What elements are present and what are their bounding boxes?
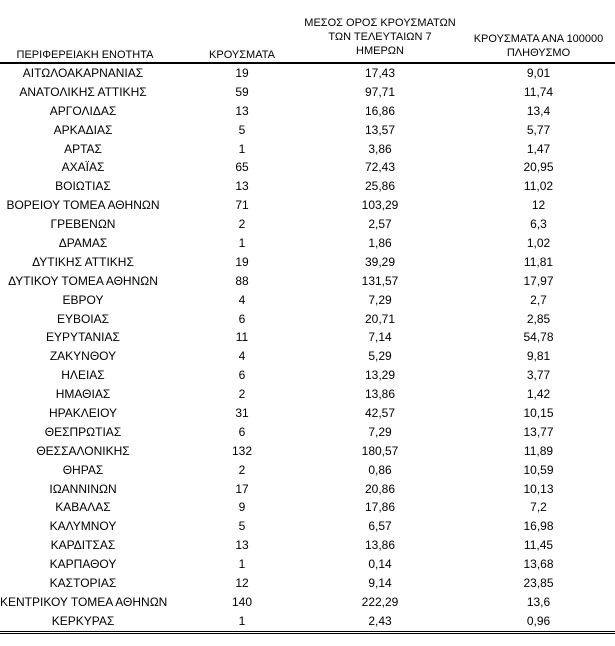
header-avg-line-1: ΜΕΣΟΣ ΟΡΟΣ ΚΡΟΥΣΜΑΤΩΝ [304,17,456,29]
seven-day-average-cell: 103,29 [361,198,399,213]
cases-cell: 12 [235,576,249,591]
cases-per-100k-cell: 9,81 [526,349,551,364]
header-cases-per-100k [462,32,615,60]
cases-cell: 17 [235,481,249,496]
cases-per-100k-cell: 10,15 [523,406,554,421]
table-row [0,83,615,102]
cases-per-100k-cell: 11,89 [523,443,554,458]
table-row [0,347,615,366]
cases-cell: 71 [235,198,249,213]
seven-day-average-cell: 72,43 [364,160,396,175]
region-cell: ΒΟΡΕΙΟΥ ΤΟΜΕΑ ΑΘΗΝΩΝ [6,198,160,213]
seven-day-average-cell: 6,57 [368,519,392,534]
seven-day-average-cell: 20,71 [364,311,396,326]
region-cell: ΕΥΒΟΙΑΣ [56,311,110,326]
region-cell: ΑΡΓΟΛΙΔΑΣ [49,103,117,118]
table-row [0,121,615,140]
table-body [0,62,615,634]
table-row [0,291,615,310]
cases-cell: 31 [235,406,249,421]
cases-per-100k-cell: 16,98 [523,519,554,534]
region-cell: ΘΕΣΣΑΛΟΝΙΚΗΣ [36,443,130,458]
region-cell: ΑΡΤΑΣ [64,141,102,156]
region-cell: ΗΛΕΙΑΣ [61,368,105,383]
cases-cell: 2 [238,217,246,232]
region-cell: ΚΕΡΚΥΡΑΣ [51,613,115,628]
header-per-line-1: ΚΡΟΥΣΜΑΤΑ ΑΝΑ 100000 [473,33,604,45]
region-cell: ΙΩΑΝΝΙΝΩΝ [49,481,117,496]
region-cell: ΚΑΡΔΙΤΣΑΣ [50,538,116,553]
seven-day-average-cell: 13,29 [364,368,396,383]
cases-cell: 19 [235,254,249,269]
region-cell: ΑΝΑΤΟΛΙΚΗΣ ΑΤΤΙΚΗΣ [19,84,147,99]
table-row [0,158,615,177]
table-row [0,404,615,423]
region-cell: ΔΥΤΙΚΗΣ ΑΤΤΙΚΗΣ [32,254,134,269]
region-cell: ΘΕΣΠΡΩΤΙΑΣ [44,424,122,439]
seven-day-average-cell: 3,86 [368,141,392,156]
region-cell: ΗΜΑΘΙΑΣ [55,387,111,402]
seven-day-average-cell: 2,57 [368,217,392,232]
cases-per-100k-cell: 5,77 [526,122,551,137]
table-row [0,612,615,634]
cases-per-100k-cell: 23,85 [523,576,554,591]
cases-cell: 4 [238,349,246,364]
cases-per-100k-cell: 13,77 [523,424,554,439]
cases-per-100k-cell: 20,95 [523,160,554,175]
seven-day-average-cell: 7,14 [368,330,392,345]
cases-per-100k-cell: 0,96 [526,613,551,628]
seven-day-average-cell: 39,29 [364,254,396,269]
table-row [0,574,615,593]
cases-cell: 1 [238,236,246,251]
seven-day-average-cell: 5,29 [368,349,392,364]
cases-per-100k-cell: 1,42 [526,387,551,402]
header-avg-line-3: ΗΜΕΡΩΝ [356,45,404,57]
cases-cell: 1 [238,557,246,572]
cases-cell: 88 [235,273,249,288]
table-row [0,140,615,159]
seven-day-average-cell: 17,86 [364,500,396,515]
region-cell: ΖΑΚΥΝΘΟΥ [49,349,117,364]
table-row [0,64,615,83]
seven-day-average-cell: 25,86 [364,179,396,194]
header-region [0,48,170,62]
cases-per-100k-cell: 54,78 [523,330,554,345]
seven-day-average-cell: 0,86 [368,462,392,477]
table-row [0,517,615,536]
seven-day-average-cell: 17,43 [364,66,396,80]
region-cell: ΗΡΑΚΛΕΙΟΥ [48,406,118,421]
cases-cell: 2 [238,387,246,402]
cases-cell: 5 [238,122,246,137]
table-row [0,461,615,480]
cases-per-100k-cell: 1,02 [526,236,551,251]
region-cell: ΚΑΡΠΑΘΟΥ [49,557,117,572]
region-cell: ΑΡΚΑΔΙΑΣ [53,122,113,137]
cases-cell: 6 [238,368,246,383]
cases-per-100k-cell: 17,97 [523,273,554,288]
cases-cell: 65 [235,160,249,175]
table-row [0,593,615,612]
cases-cell: 5 [238,519,246,534]
region-cell: ΑΧΑΪΑΣ [61,160,105,175]
header-region-line: ΠΕΡΙΦΕΡΕΙΑΚΗ ΕΝΟΤΗΤΑ [16,49,154,61]
cases-cell: 11 [235,330,249,345]
table-row [0,328,615,347]
cases-per-100k-cell: 1,47 [526,141,551,156]
cases-cell: 2 [238,462,246,477]
seven-day-average-cell: 13,86 [364,387,396,402]
cases-per-100k-cell: 13,4 [526,103,551,118]
cases-per-100k-cell: 6,3 [530,217,547,232]
region-cell: ΚΑΛΥΜΝΟΥ [49,519,117,534]
region-cell: ΚΑΣΤΟΡΙΑΣ [49,576,117,591]
header-cases [192,48,292,62]
table-row [0,442,615,461]
seven-day-average-cell: 9,14 [368,576,392,591]
table-row [0,234,615,253]
cases-cell: 140 [231,594,253,609]
table-row [0,385,615,404]
cases-per-100k-cell: 11,74 [523,84,554,99]
cases-cell: 59 [235,84,249,99]
region-cell: ΚΑΒΑΛΑΣ [55,500,111,515]
region-cell: ΘΗΡΑΣ [62,462,104,477]
cases-cell: 13 [235,179,249,194]
cases-cell: 19 [235,66,249,80]
table-row [0,177,615,196]
region-cell: ΔΡΑΜΑΣ [58,236,108,251]
cases-cell: 9 [238,500,246,515]
seven-day-average-cell: 13,57 [364,122,396,137]
header-avg-line-2: ΤΩΝ ΤΕΛΕΥΤΑΙΩΝ 7 [328,31,432,43]
table-row [0,555,615,574]
seven-day-average-cell: 42,57 [364,406,396,421]
table-row [0,196,615,215]
seven-day-average-cell: 222,29 [361,594,399,609]
cases-cell: 4 [238,292,246,307]
cases-cell: 6 [238,424,246,439]
cases-cell: 13 [235,103,249,118]
seven-day-average-cell: 16,86 [364,103,396,118]
seven-day-average-cell: 20,86 [364,481,396,496]
table-row [0,310,615,329]
table-row [0,215,615,234]
seven-day-average-cell: 1,86 [368,236,392,251]
seven-day-average-cell: 131,57 [361,273,399,288]
table-row [0,536,615,555]
cases-cell: 6 [238,311,246,326]
cases-per-100k-cell: 3,77 [526,368,551,383]
cases-per-100k-cell: 2,85 [526,311,551,326]
region-cell: ΕΥΡΥΤΑΝΙΑΣ [46,330,120,345]
region-cell: ΕΒΡΟΥ [62,292,104,307]
cases-per-100k-cell: 13,6 [526,594,551,609]
seven-day-average-cell: 7,29 [368,424,392,439]
seven-day-average-cell: 97,71 [364,84,396,99]
cases-per-100k-cell: 10,13 [523,481,554,496]
region-cell: ΚΕΝΤΡΙΚΟΥ ΤΟΜΕΑ ΑΘΗΝΩΝ [0,594,168,609]
header-seven-day-average [300,16,460,58]
cases-per-100k-cell: 7,2 [530,500,547,515]
table-row [0,366,615,385]
cases-per-100k-cell: 11,02 [523,179,554,194]
cases-per-100k-cell: 2,7 [530,292,547,307]
seven-day-average-cell: 180,57 [361,443,399,458]
region-cell: ΑΙΤΩΛΟΑΚΑΡΝΑΝΙΑΣ [22,66,144,80]
seven-day-average-cell: 13,86 [364,538,396,553]
seven-day-average-cell: 7,29 [368,292,392,307]
table-row [0,498,615,517]
table-row [0,102,615,121]
cases-per-100k-cell: 12 [531,198,546,213]
cases-per-100k-cell: 11,81 [523,254,554,269]
region-cell: ΔΥΤΙΚΟΥ ΤΟΜΕΑ ΑΘΗΝΩΝ [8,273,158,288]
cases-cell: 132 [231,443,253,458]
cases-cell: 1 [238,141,246,156]
cases-per-100k-cell: 13,68 [523,557,554,572]
table-row [0,423,615,442]
region-cell: ΓΡΕΒΕΝΩΝ [50,217,116,232]
table-row [0,480,615,499]
cases-per-100k-cell: 11,45 [523,538,554,553]
header-cases-line: ΚΡΟΥΣΜΑΤΑ [209,49,275,61]
cases-cell: 13 [235,538,249,553]
header-per-line-2: ΠΛΗΘΥΣΜΟ [506,47,571,59]
table-row [0,272,615,291]
cases-per-100k-cell: 9,01 [526,66,551,80]
seven-day-average-cell: 0,14 [368,557,392,572]
region-cell: ΒΟΙΩΤΙΑΣ [55,179,111,194]
seven-day-average-cell: 2,43 [368,613,392,628]
cases-cell: 1 [238,613,246,628]
cases-per-100k-cell: 10,59 [523,462,554,477]
table-row [0,253,615,272]
